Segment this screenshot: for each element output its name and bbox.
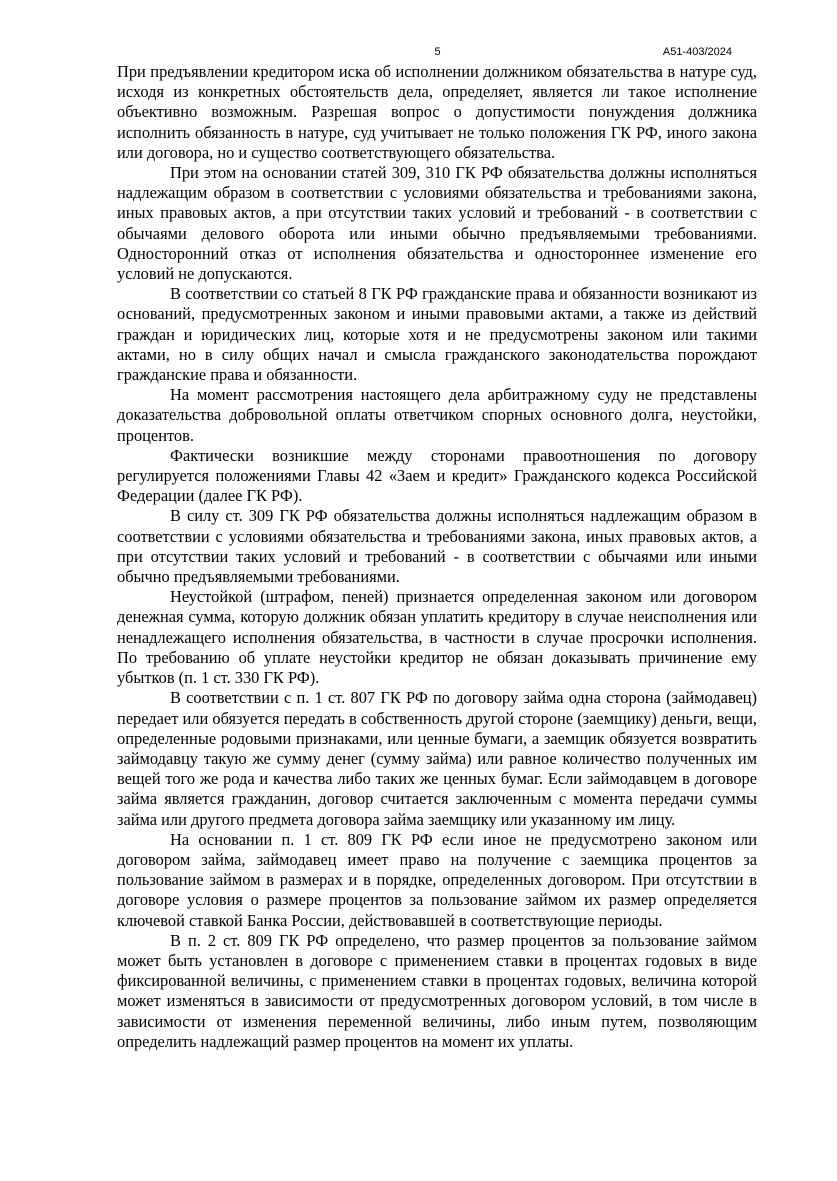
paragraph: В соответствии со статьей 8 ГК РФ гражданские права и обязанности возникают из оснований, предусмотренных законом и иными правовыми актами, а также из действий граждан и юридических лиц, которые хотя и не предусмотрены законом или такими актами, но в силу общих начал и смысла гражданского законодательства порождают гражданские права и обязанности. <box>117 284 757 385</box>
paragraph: В п. 2 ст. 809 ГК РФ определено, что размер процентов за пользование займом может быть установлен в договоре с применением ставки в процентах годовых в виде фиксированной величины, с применением ставки в процентах годовых, величина которой может изменяться в зависимости от предусмотренных договором условий, в том числе в зависимости от изменения переменной величины, либо иным путем, позволяющим определить надлежащий размер процентов на момент их уплаты. <box>117 930 757 1051</box>
paragraph: При этом на основании статей 309, 310 ГК РФ обязательства должны исполняться надлежащим образом в соответствии с условиями обязательства и требованиями закона, иных правовых актов, а при отсутствии таких условий и требований - в соответствии с обычаями делового оборота или иными обычно предъявляемыми требованиями. Односторонний отказ от исполнения обязательства и одностороннее изменение его условий не допускаются. <box>117 163 757 284</box>
paragraph: В силу ст. 309 ГК РФ обязательства должны исполняться надлежащим образом в соответствии с условиями обязательства и требованиями закона, иных правовых актов, а при отсутствии таких условий и требований - в соответствии с обычаями или иными обычно предъявляемыми требованиями. <box>117 506 757 587</box>
paragraph: В соответствии с п. 1 ст. 807 ГК РФ по договору займа одна сторона (займодавец) передает или обязуется передать в собственность другой стороне (заемщику) деньги, вещи, определенные родовыми признаками, или ценные бумаги, а заемщик обязуется возвратить займодавцу такую же сумму денег (сумму займа) или равное количество полученных им вещей того же рода и качества либо таких же ценных бумаг. Если займодавцем в договоре займа является гражданин, договор считается заключенным с момента передачи суммы займа или другого предмета договора займа заемщику или указанному им лицу. <box>117 688 757 829</box>
case-number: А51-403/2024 <box>662 46 732 58</box>
paragraph: При предъявлении кредитором иска об исполнении должником обязательства в натуре суд, исходя из конкретных обстоятельств дела, определяет, является ли такое исполнение объективно возможным. Разрешая вопрос о допустимости понуждения должника исполнить обязанность в натуре, суд учитывает не только положения ГК РФ, иного закона или договора, но и существо соответствующего обязательства. <box>117 62 757 162</box>
paragraph: На момент рассмотрения настоящего дела арбитражному суду не представлены доказательства добровольной оплаты ответчиком спорных основного долга, неустойки, процентов. <box>117 385 757 445</box>
page-number: 5 <box>434 46 441 58</box>
paragraph: Фактически возникшие между сторонами правоотношения по договору регулируется положениями Главы 42 «Заем и кредит» Гражданского кодекса Российской Федерации (далее ГК РФ). <box>117 445 757 506</box>
paragraph: Неустойкой (штрафом, пеней) признается определенная законом или договором денежная сумма, которую должник обязан уплатить кредитору в случае неисполнения или ненадлежащего исполнения обязательства, в частности в случае просрочки исполнения. По требованию об уплате неустойки кредитор не обязан доказывать причинение ему убытков (п. 1 ст. 330 ГК РФ). <box>117 587 757 688</box>
document-body <box>117 62 757 1052</box>
paragraph: На основании п. 1 ст. 809 ГК РФ если иное не предусмотрено законом или договором займа, займодавец имеет право на получение с заемщика процентов за пользование займом в размерах и в порядке, определенных договором. При отсутствии в договоре условия о размере процентов за пользование займом их размер определяется ключевой ставкой Банка России, действовавшей в соответствующие периоды. <box>117 829 757 930</box>
